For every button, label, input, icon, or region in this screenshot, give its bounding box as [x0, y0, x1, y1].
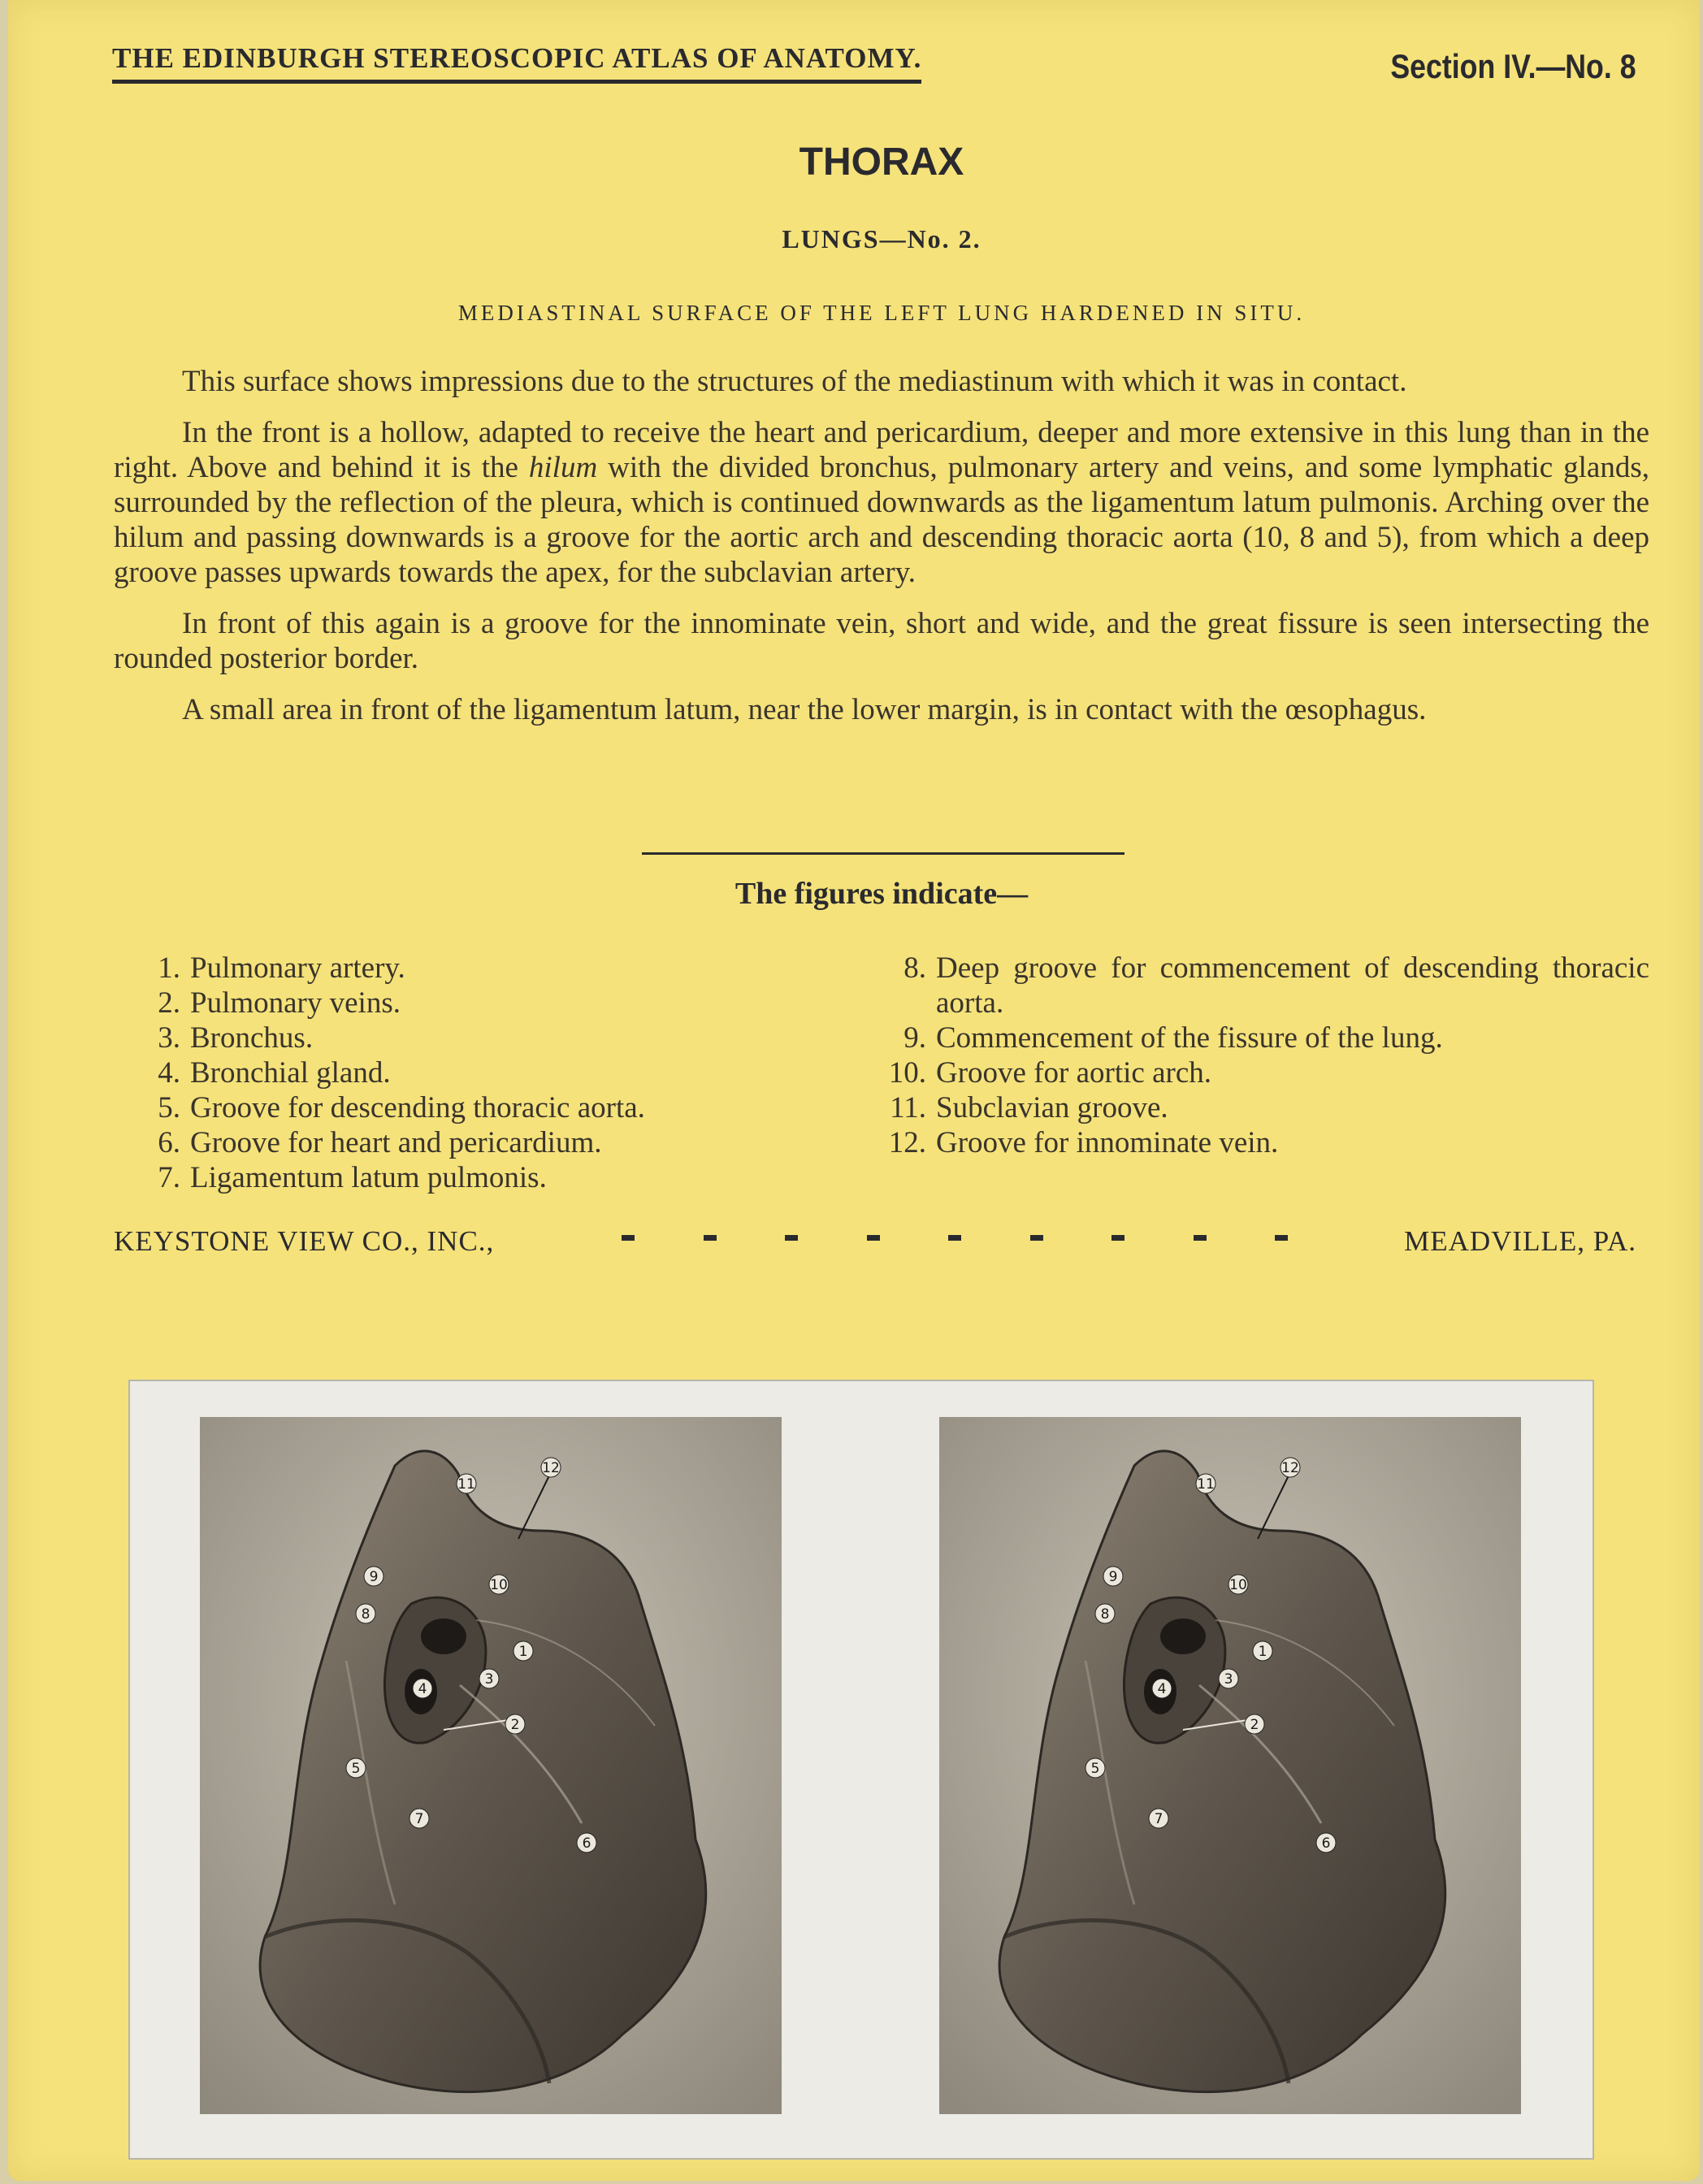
legend-item	[124, 951, 855, 986]
figure-label: 7	[414, 1811, 424, 1827]
figure-label: 3	[1224, 1671, 1233, 1688]
legend-item	[869, 1020, 1649, 1055]
legend-item	[869, 1125, 1649, 1160]
figure-label: 6	[582, 1835, 592, 1852]
legend-number: 9.	[904, 1021, 926, 1055]
paragraph-2-end: with the divided bronchus, pulmonary artery and veins, and some lymphatic glands, surrounded by the reflection of the pleura, which is continued downwards as the ligamentum latum pulmonis. Arching over the hilum and passing downwards is a groove for the aortic arch and descending thoracic aorta (10, 8 and 5), from which a deep groove passes upwards towards the apex, for the subclavian artery.	[114, 451, 1649, 589]
figure-label: 5	[1090, 1761, 1100, 1777]
legend-right	[869, 951, 1649, 1160]
figure-label: 6	[1321, 1835, 1331, 1852]
legend-text: Commencement of the fissure of the lung.	[936, 1021, 1443, 1055]
paragraph-1: This surface shows impressions due to the structures of the mediastinum with which it was in contact.	[182, 365, 1407, 398]
legend-item	[124, 986, 855, 1020]
figure-label: 3	[484, 1671, 494, 1688]
legend-number: 4.	[158, 1056, 180, 1090]
divider	[642, 852, 1124, 855]
figure-label: 7	[1154, 1811, 1164, 1827]
figure-label: 11	[457, 1476, 475, 1493]
legend-text: Deep groove for commencement of descending thoracic aorta.	[936, 951, 1649, 1020]
page-caption: MEDIASTINAL SURFACE OF THE LEFT LUNG HARDENED IN SITU.	[457, 301, 1306, 325]
page-title: THORAX	[799, 141, 964, 184]
stereo-photo-mount	[128, 1380, 1594, 2160]
legend-text: Pulmonary veins.	[190, 986, 401, 1020]
legend-text: Ligamentum latum pulmonis.	[190, 1161, 547, 1194]
figure-label: 4	[1157, 1681, 1167, 1697]
legend-item	[869, 1090, 1649, 1125]
legend-item	[124, 1125, 855, 1160]
figure-label: 10	[490, 1577, 508, 1593]
hilum-term: hilum	[528, 451, 598, 484]
legend-item	[124, 1055, 855, 1090]
page-subtitle: LUNGS—No. 2.	[782, 224, 982, 254]
figure-label: 9	[1108, 1569, 1118, 1585]
footer-leader-dashes	[622, 1235, 1288, 1241]
legend-item	[869, 1055, 1649, 1090]
stereo-photo-right	[939, 1417, 1521, 2114]
legend-number: 5.	[158, 1091, 180, 1124]
legend-text: Groove for descending thoracic aorta.	[190, 1091, 645, 1124]
figures-heading: The figures indicate—	[734, 877, 1029, 911]
legend-number: 7.	[158, 1161, 180, 1194]
legend-item	[124, 1160, 855, 1195]
legend-item	[869, 951, 1649, 1020]
figure-label: 12	[542, 1460, 560, 1476]
figure-label: 9	[369, 1569, 379, 1585]
legend-text: Groove for innominate vein.	[936, 1126, 1279, 1159]
section-number: Section IV.—No. 8	[1390, 47, 1636, 85]
legend-text: Pulmonary artery.	[190, 951, 405, 985]
legend-item	[124, 1020, 855, 1055]
figure-label: 1	[1258, 1644, 1268, 1660]
legend-number: 12.	[888, 1126, 926, 1159]
figure-label: 11	[1197, 1476, 1215, 1493]
legend-text: Bronchus.	[190, 1021, 314, 1055]
legend-text: Groove for heart and pericardium.	[190, 1126, 602, 1159]
paragraph-2	[114, 415, 1649, 590]
figure-label: 4	[418, 1681, 427, 1697]
stereo-card	[8, 0, 1700, 2181]
legend-number: 8.	[904, 951, 926, 985]
figure-label: 1	[518, 1644, 528, 1660]
paragraph-3: In front of this again is a groove for the innominate vein, short and wide, and the great fissure is seen intersecting the rounded posterior border.	[114, 607, 1649, 675]
figure-label: 2	[1250, 1717, 1259, 1733]
legend-number: 2.	[158, 986, 180, 1020]
legend-number: 6.	[158, 1126, 180, 1159]
figure-label: 8	[361, 1606, 370, 1623]
publisher: KEYSTONE VIEW CO., INC.,	[114, 1225, 495, 1257]
paragraph-2-start: In the front is a hollow, adapted to receive the heart and pericardium, deeper and more extensive in this lung than in the right. Above and behind it is the	[114, 416, 1649, 484]
legend-number: 3.	[158, 1021, 180, 1055]
atlas-title: THE EDINBURGH STEREOSCOPIC ATLAS OF ANATOMY.	[112, 42, 921, 84]
figure-label: 12	[1281, 1460, 1299, 1476]
publisher-location: MEADVILLE, PA.	[1404, 1225, 1636, 1257]
figure-label: 10	[1229, 1577, 1247, 1593]
stereo-photo-left	[200, 1417, 782, 2114]
paragraph-4: A small area in front of the ligamentum latum, near the lower margin, is in contact with the œsophagus.	[182, 693, 1427, 726]
legend-text: Subclavian groove.	[936, 1091, 1168, 1124]
legend-text: Bronchial gland.	[190, 1056, 391, 1090]
figure-label: 2	[510, 1717, 520, 1733]
legend-text: Groove for aortic arch.	[936, 1056, 1211, 1090]
figure-label: 5	[351, 1761, 361, 1777]
legend-number: 10.	[888, 1056, 926, 1090]
legend-number: 11.	[890, 1091, 926, 1124]
legend-item	[124, 1090, 855, 1125]
legend-number: 1.	[158, 951, 180, 985]
description	[114, 364, 1649, 743]
legend-left	[124, 951, 855, 1195]
figure-label: 8	[1100, 1606, 1110, 1623]
